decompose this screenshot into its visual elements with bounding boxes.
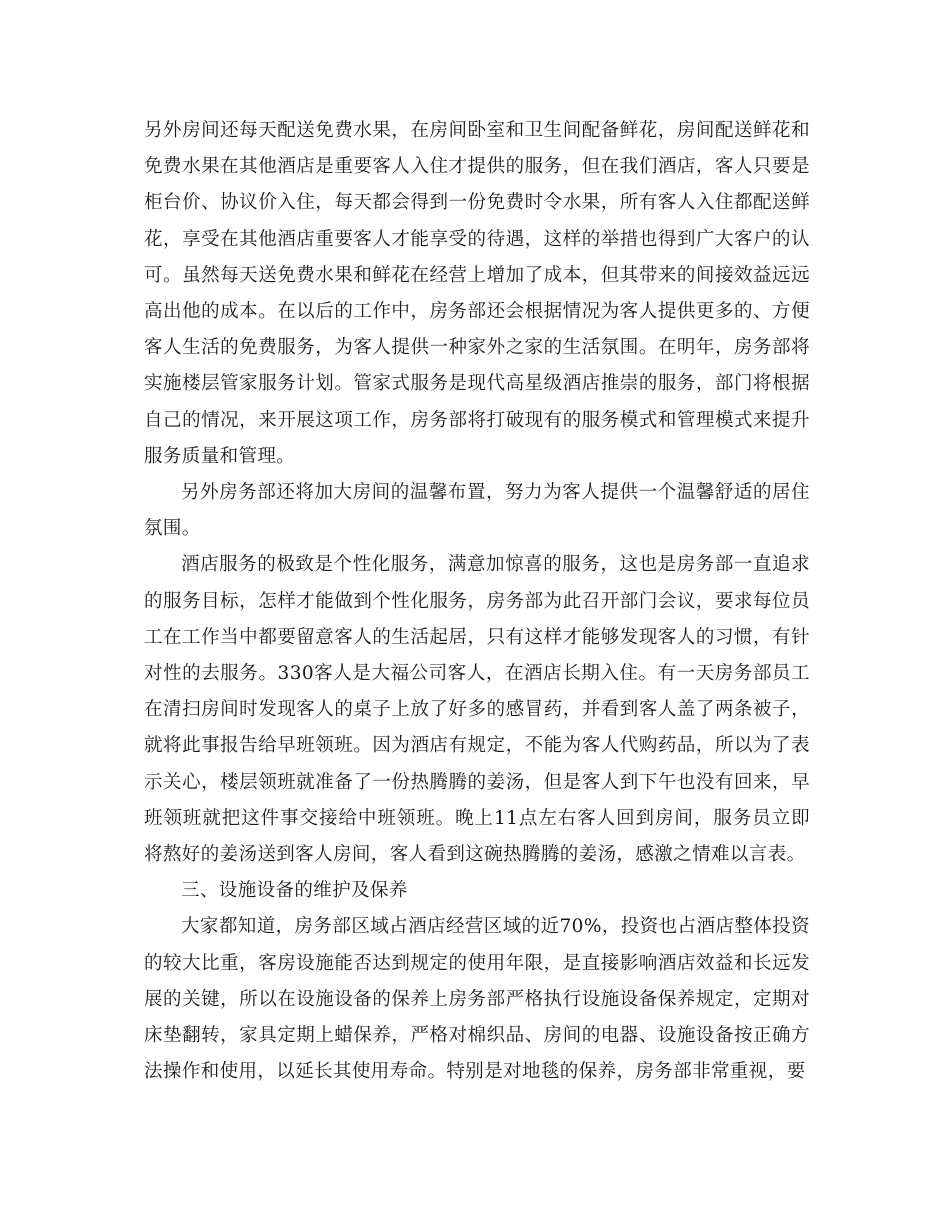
paragraph-2: 另外房务部还将加大房间的温馨布置，努力为客人提供一个温馨舒适的居住氛围。 [144, 482, 810, 540]
section-heading: 三、设施设备的维护及保养 [181, 880, 408, 902]
paragraph-1: 另外房间还每天配送免费水果，在房间卧室和卫生间配备鲜花，房间配送鲜花和免费水果在其他酒店是重要客人入住才提供的服务，但在我们酒店，客人只要是柜台价、协议价入住，每天都会得到一份免费时令水果，所有客人入住都配送鲜花，享受在其他酒店重要客人才能享受的待遇，这样的举措也得到广大客户的认可。虽然每天送免费水果和鲜花在经营上增加了成本，但其带来的间接效益远远高出他的成本。在以后的工作中，房务部还会根据情况为客人提供更多的、方便客人生活的免费服务，为客人提供一种家外之家的生活氛围。在明年，房务部将实施楼层管家服务计划。管家式服务是现代高星级酒店推崇的服务，部门将根据自己的情况，来开展这项工作，房务部将打破现有的服务模式和管理模式来提升服务质量和管理。 [144, 120, 810, 467]
document-body [144, 113, 810, 1090]
paragraph-3: 酒店服务的极致是个性化服务，满意加惊喜的服务，这也是房务部一直追求的服务目标，怎样才能做到个性化服务，房务部为此召开部门会议，要求每位员工在工作当中都要留意客人的生活起居，只有这样才能够发现客人的习惯，有针对性的去服务。330客人是大福公司客人，在酒店长期入住。有一天房务部员工在清扫房间时发现客人的桌子上放了好多的感冒药，并看到客人盖了两条被子，就将此事报告给早班领班。因为酒店有规定，不能为客人代购药品，所以为了表示关心，楼层领班就准备了一份热腾腾的姜汤，但是客人到下午也没有回来，早班领班就把这件事交接给中班领班。晚上11点左右客人回到房间，服务员立即将熬好的姜汤送到客人房间，客人看到这碗热腾腾的姜汤，感激之情难以言表。 [144, 554, 810, 866]
paragraph-4: 大家都知道，房务部区域占酒店经营区域的近70%，投资也占酒店整体投资的较大比重，客房设施能否达到规定的使用年限，是直接影响酒店效益和长远发展的关键，所以在设施设备的保养上房务部严格执行设施设备保养规定，定期对床垫翻转，家具定期上蜡保养，严格对棉织品、房间的电器、设施设备按正确方法操作和使用，以延长其使用寿命。特别是对地毯的保养，房务部非常重视，要 [144, 916, 810, 1083]
